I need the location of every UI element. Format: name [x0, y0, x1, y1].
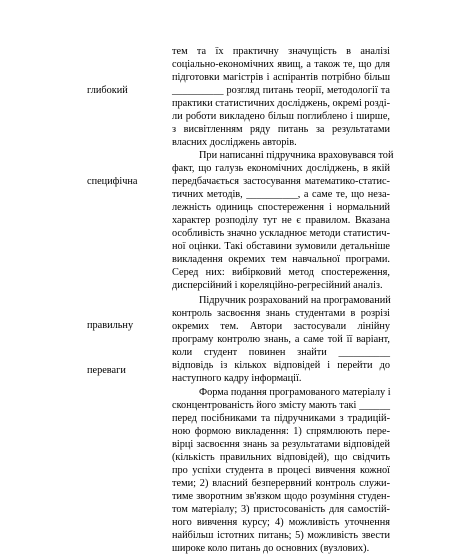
text-line: найбільш істотних питань; 5) можливість звести — [172, 530, 390, 541]
text-line: з висвітленням ряду питань за результатами — [172, 124, 390, 135]
text-line: ної оцінки. Такі обставини зумовили детальніше — [172, 241, 390, 252]
text-line: факт, що галузь економічних досліджень, в якій — [172, 163, 390, 174]
text-line: характер розподілу тут не є правилом. Вказана — [172, 215, 390, 226]
text-line: підготовки магістрів і аспірантів потрібно більш — [172, 72, 390, 83]
text-line: ного вивчення курсу; 4) можливість уточнення — [172, 517, 390, 528]
text-line: сконцентрованість його змісту мають такі ______ — [172, 400, 390, 411]
text-line: практики статистичних досліджень, окремі розді- — [172, 98, 391, 109]
text-line: ною формою викладення: 1) спрямлюють пере- — [172, 426, 390, 437]
text-line: При написанні підручника враховувався той — [199, 150, 394, 161]
text-line: вірці засвоєння знань за результатами відповідей — [172, 439, 390, 450]
margin-word-1: глибокий — [87, 85, 128, 96]
text-line: власних досліджень авторів. — [172, 137, 297, 148]
text-line: програму контролю знань, а саме той її варіант, — [172, 334, 390, 345]
text-line: соціально-економічних явищ, а також те, що для — [172, 59, 390, 70]
text-line: широке коло питань до основних (вузлових). — [172, 543, 370, 554]
text-line: (кількість правильних відповідей), що свідчить — [172, 452, 390, 463]
margin-word-4: переваги — [87, 365, 126, 376]
text-line: особливість значно ускладнює методи статистич- — [172, 228, 390, 239]
text-line: про успіхи студента в процесі вивчення кожної — [172, 465, 390, 476]
text-line: __________ розгляд питань теорії, методології та — [172, 85, 390, 96]
margin-word-3: правильну — [87, 320, 134, 331]
text-line: наступного кадру інформації. — [172, 373, 302, 384]
text-line: окремих тем. Автори застосували лінійну — [172, 321, 390, 332]
text-line: ли роботи викладено більш поглиблено і ширше, — [172, 111, 390, 122]
margin-word-2: специфічна — [87, 176, 138, 187]
text-line: тиме зворотним зв'язком щодо розуміння студен- — [172, 491, 390, 502]
text-line: перед посібниками та підручниками з традицій- — [172, 413, 390, 424]
text-line: дисперсійний і кореляційно-регресійний аналіз. — [172, 280, 383, 291]
text-line: відповідь із кількох відповідей і перейти до — [172, 360, 390, 371]
text-line: лежність одиниць спостереження і нормальний — [172, 202, 390, 213]
text-line: викладення окремих тем навчальної програми. — [172, 254, 390, 265]
text-line: контроль засвоєння знань студентами в розрізі — [172, 308, 390, 319]
text-line: передбачається застосування математико-статис- — [172, 176, 390, 187]
text-line: теми; 2) власний безперервний контроль служи- — [172, 478, 390, 489]
text-line: тичних методів, __________, а саме те, що неза- — [172, 189, 390, 200]
text-line: коли студент повинен знайти __________ — [172, 347, 390, 358]
text-line: том матеріалу; 3) пристосованість для самостій- — [172, 504, 390, 515]
text-line: Підручник розрахований на програмований — [199, 295, 391, 306]
text-line: Форма подання програмованого матеріалу і — [199, 387, 391, 398]
text-line: тем та їх практичну значущість в аналізі — [172, 46, 390, 57]
text-line: Серед них: вибірковий метод спостереження, — [172, 267, 390, 278]
